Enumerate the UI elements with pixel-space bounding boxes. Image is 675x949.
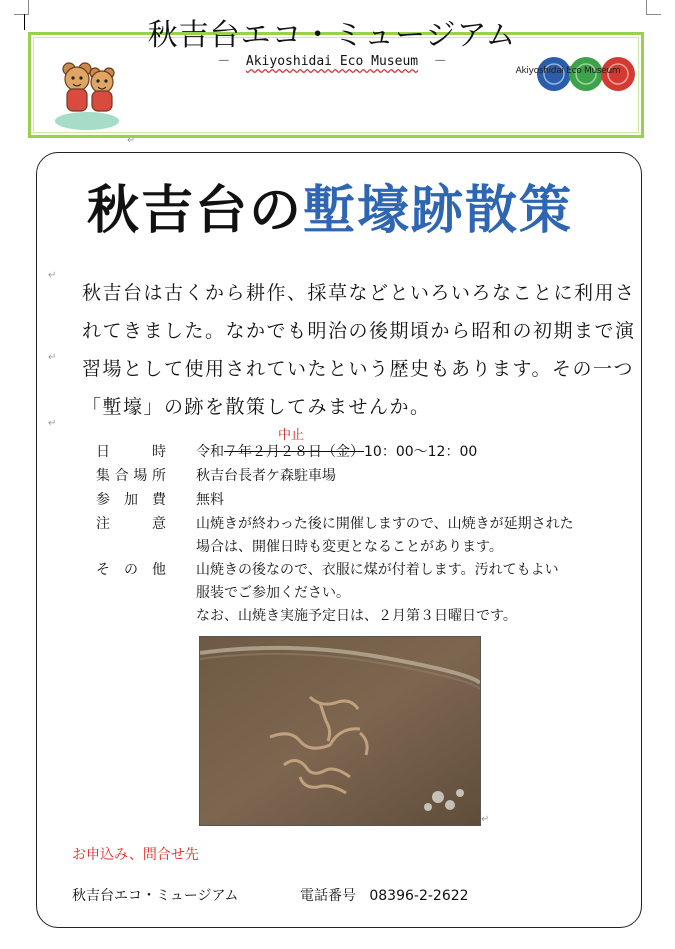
contact-phone	[300, 885, 469, 905]
detail-label: 集合場所	[96, 468, 166, 484]
museum-name-english: Akiyoshidai Eco Museum	[245, 54, 419, 69]
contact-heading: お申込み、問合せ先	[72, 847, 199, 863]
crop-mark-top-left	[14, 0, 29, 15]
contact-organization: 秋吉台エコ・ミュージアム	[72, 888, 239, 904]
crop-mark-top-right	[646, 0, 661, 15]
logo-caption: Akiyoshidai Eco Museum	[515, 66, 621, 76]
detail-label: 参加費	[96, 492, 166, 508]
detail-label: 日時	[96, 444, 166, 460]
mascot-image	[47, 51, 129, 131]
detail-label: 注意	[96, 516, 166, 532]
detail-value: 山焼きが終わった後に開催しますので、山焼きが延期された 場合は、開催日時も変更となることがあります。	[196, 516, 574, 555]
paragraph-mark: ↵	[481, 814, 490, 825]
detail-value: 無料	[196, 492, 224, 508]
flyer-headline	[50, 168, 610, 243]
struck-date: ７年２月２８日（金）	[224, 444, 364, 460]
paragraph-mark: ↵	[127, 135, 136, 146]
intro-paragraph: 秋吉台は古くから耕作、採草などといろいろなことに利用されてきました。なかでも明治の後期頃から昭和の初期まで演習場として使用されていたという歴史もあります。その一つ「塹壕」の跡を散策してみませんか。	[82, 282, 636, 418]
museum-subtitle: － Akiyoshidai Eco Museum －	[217, 54, 447, 69]
museum-title: 秋吉台エコ・ミュージアム	[147, 18, 517, 53]
trench-photo	[199, 636, 481, 826]
cancelled-note: 中止	[278, 428, 305, 443]
text-cursor	[24, 14, 25, 30]
headline-part1: 秋吉台の	[86, 181, 303, 241]
headline-part2: 塹壕跡散策	[303, 181, 574, 241]
detail-value: 令和７年２月２８日（金）10：00～12：00	[196, 444, 478, 460]
phone-number: 08396-2-2622	[369, 888, 469, 904]
detail-value: 山焼きの後なので、衣服に煤が付着します。汚れてもよい 服装でご参加ください。 なお、山焼き実施予定日は、２月第３日曜日です。	[196, 562, 559, 624]
paragraph-mark: ↵	[48, 270, 57, 281]
paragraph-mark: ↵	[48, 352, 57, 363]
phone-label: 電話番号	[300, 888, 356, 904]
paragraph-mark: ↵	[48, 418, 57, 429]
detail-label: その他	[96, 562, 166, 578]
detail-value: 秋吉台長者ケ森駐車場	[196, 468, 336, 484]
